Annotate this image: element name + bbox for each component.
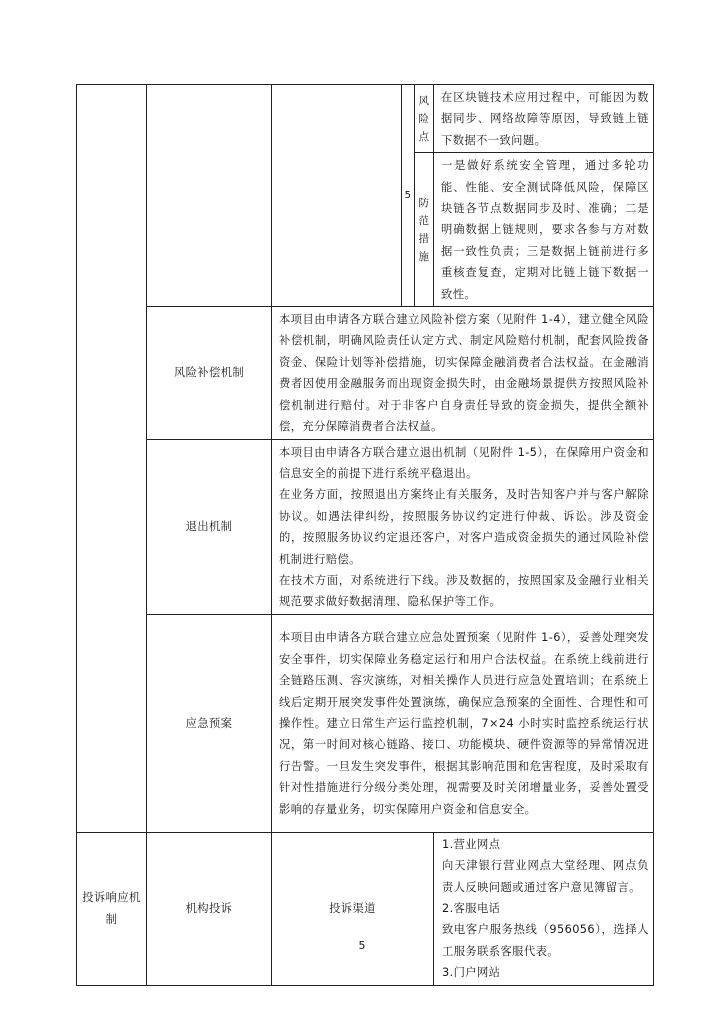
left-sub-cell [147,85,272,307]
page-number: 5 [358,939,366,952]
prevention-label: 防 范 措 施 [415,153,434,307]
channel-heading: 2.客服电话 [442,901,501,915]
item-number: 5 [402,85,415,307]
left-category-cell [77,85,147,833]
complaint-sub-label: 机构投诉 [147,832,272,985]
risk-point-text: 在区块链技术应用过程中，可能因为数据同步、网络故障等原因，导致链上链下数据不一致问题。 [434,85,654,153]
exit-paragraph: 在技术方面，对系统进行下线。涉及数据的，按照国家及金融行业相关规范要求做好数据清理、隐私保护等工作。 [279,573,649,609]
exit-paragraph: 在业务方面，按照退出方案终止有关服务，及时告知客户并与客户解除协议。如遇法律纠纷，按照服务协议约定进行仲裁、诉讼。涉及资金的，按照服务协议约定退还客户，对客户造成资金损失的通过风险补偿机制进行赔偿。 [279,488,649,566]
exit-paragraph: 本项目由申请各方联合建立退出机制（见附件 1-5），在保障用户资金和信息安全的前提下进行系统平稳退出。 [279,445,649,480]
document-table [76,84,654,986]
channel-heading: 3.门户网站 [442,966,501,980]
channel-detail: 致电客户服务热线（956056），选择人工服务联系客服代表。 [442,923,649,958]
compensation-text: 本项目由申请各方联合建立风险补偿方案（见附件 1-4），建立健全风险补偿机制，明确风险责任认定方式、制定风险赔付机制，配套风险拨备资金、保险计划等补偿措施，切实保障金融消费者合法权益。在金融消费者因使用金融服务而出现资金损失时，由金融场景提供方按照风险补偿机制进行赔付。对于非客户自身责任导致的资金损失，提供全额补偿，充分保障消费者合法权益。 [272,307,654,439]
exit-text [272,439,654,614]
exit-label: 退出机制 [147,439,272,614]
channel-heading: 1.营业网点 [442,837,501,851]
emergency-label: 应急预案 [147,614,272,832]
channel-detail: 向天津银行营业网点大堂经理、网点负责人反映问题或通过客户意见簿留言。 [442,859,649,894]
risk-point-label: 风 险 点 [415,85,434,153]
middle-cell [272,85,402,307]
emergency-text: 本项目由申请各方联合建立应急处置预案（见附件 1-6），妥善处理突发安全事件，切实保障业务稳定运行和用户合法权益。在系统上线前进行全链路压测、容灾演练，对相关操作人员进行应急处置培训；在系统上线后定期开展突发事件处置演练，确保应急预案的全面性、合理性和可操作性。建立日常生产运行监控机制，7×24 小时实时监控系统运行状况，第一时间对核心链路、接口、功能模块、硬件资源等的异常情况进行告警。一旦发生突发事件，根据其影响范围和危害程度，及时采取有针对性措施进行分级分类处理，视需要及时关闭增量业务，妥善处置受影响的存量业务，切实保障用户资金和信息安全。 [272,614,654,832]
complaint-category-label: 投诉响应机制 [77,832,147,985]
complaint-channel-label: 投诉渠道 [272,832,434,985]
prevention-text: 一是做好系统安全管理，通过多轮功能、性能、安全测试降低风险，保障区块链各节点数据同步及时、准确；二是明确数据上链规则，要求各参与方对数据一致性负责；三是数据上链前进行多重核查复查，定期对比链上链下数据一致性。 [434,153,654,307]
compensation-label: 风险补偿机制 [147,307,272,439]
complaint-channels [434,832,654,985]
